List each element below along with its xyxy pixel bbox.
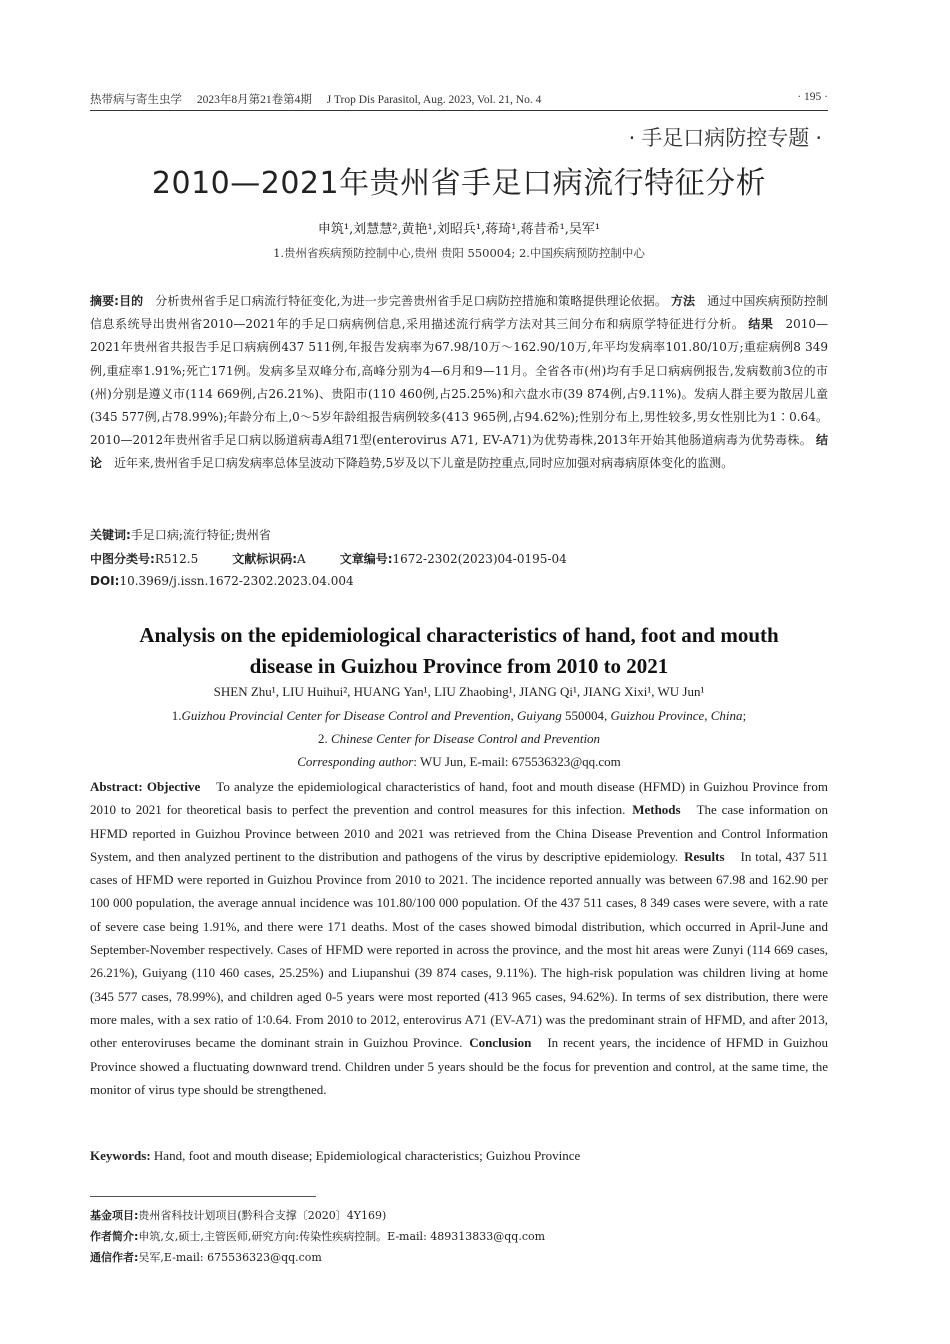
title-en-line1: Analysis on the epidemiological characteristics of hand, foot and mouth <box>139 623 779 647</box>
abstract-methods-label-cn: 方法 <box>670 294 696 308</box>
abstract-conclusion-en: In recent years, the incidence of HFMD in Guizhou Province showed a fluctuating downward trend. Children under 5 years should be the focus for prevention and control, at the same time, the monitor of virus type should be strengthened. <box>90 1035 828 1097</box>
abstract-results-cn: 2010—2021年贵州省共报告手足口病病例437 511例,年报告发病率为67.98/10万～162.90/10万,年平均发病率101.80/10万;重症病例8 349例,重症率1.91%;死亡171例。发病多呈双峰分布,高峰分别为4—6月和9—11月。全省各市(州)均有手足口病病例报告,发病数前3位的市(州)分别是遵义市(114 669例,占26.21%)、贵阳市(110 460例,占25.25%)和六盘水市(39 874例,占9.11%)。发病人群主要为散居儿童(345 577例,占78.99%);年龄分布上,0～5岁年龄组报告病例较多(413 965例,占94.62%);性别分布上,男性较多,男女性别比为1∶0.64。2010—2012年贵州省手足口病以肠道病毒A组71型(enterovirus A71, EV-A71)为优势毒株,2013年开始其他肠道病毒为优势毒株。 <box>90 317 828 448</box>
doi-value: 10.3969/j.issn.1672-2302.2023.04.004 <box>119 574 354 588</box>
column-tag: · 手足口病防控专题 · <box>628 126 822 150</box>
abstract-conclusion-cn: 近年来,贵州省手足口病发病率总体呈波动下降趋势,5岁及以下儿童是防控重点,同时应加强对病毒病原体变化的监测。 <box>114 456 734 471</box>
abstract-objective-cn: 分析贵州省手足口病流行特征变化,为进一步完善贵州省手足口病防控措施和策略提供理论依据。 <box>155 294 667 308</box>
authors-cn: 申筑¹,刘慧慧²,黄艳¹,刘昭兵¹,蒋琦¹,蒋昔希¹,吴军¹ <box>317 222 601 237</box>
abstract-objective-label-cn: 摘要:目的 <box>90 294 144 308</box>
footnote-author-bio: 作者简介:申筑,女,硕士,主管医师,研究方向:传染性疾病控制。E-mail: 489313833@qq.com <box>90 1230 546 1243</box>
authors-en: SHEN Zhu¹, LIU Huihui², HUANG Yan¹, LIU Zhaobing¹, JIANG Qi¹, JIANG Xixi¹, WU Jun¹ <box>213 684 705 699</box>
clc-number: R512.5 <box>154 552 199 566</box>
page-number: · 195 · <box>797 91 828 103</box>
journal-name-cn: 热带病与寄生虫学 <box>90 94 182 106</box>
journal-name-en: J Trop Dis Parasitol, Aug. 2023, Vol. 21, No. 4 <box>326 94 542 106</box>
abstract-methods-cn: 通过中国疾病预防控制信息系统导出贵州省2010—2021年的手足口病病例信息,采用描述流行病学方法对其三间分布和病原学特征进行分析。 <box>90 294 828 332</box>
affiliation-en-1: 1.Guizhou Provincial Center for Disease Control and Prevention, Guiyang 550004, Guizhou Province, China; <box>171 708 747 723</box>
corresponding-author-en: Corresponding author: WU Jun, E-mail: 675536323@qq.com <box>297 754 621 769</box>
header-rule <box>90 110 828 111</box>
affiliation-en-2: 2. Chinese Center for Disease Control and Prevention <box>317 731 601 746</box>
title-en <box>90 620 828 682</box>
abstract-results-label-en: Results <box>684 848 725 864</box>
abstract-conclusion-label-en: Conclusion <box>469 1035 532 1051</box>
column-tag-text: 手足口病防控专题 <box>641 126 810 150</box>
abstract-results-en: In total, 437 511 cases of HFMD were reported in Guizhou Province from 2010 to 2021. The incidence reported annually was between 67.98 and 162.90 per 100 000 population, the average annual incidence was 101.80/100 000 population. Of the 437 511 cases, 8 349 cases were severe, with a rate of severe case being 1.91%, and there were 171 deaths. Most of the cases showed bimodal distribution, which occurred in April-June and September-November respectively. Cases of HFMD were reported in across the province, and the most hit areas were Zunyi (114 669 cases, 26.21%), Guiyang (110 460 cases, 25.25%) and Liupanshui (39 874 cases, 9.11%). The high-risk population was children living at home (345 577 cases, 78.99%), and children aged 0-5 years were most reported (413 965 cases, 94.62%). In terms of sex distribution, there were more males, with a sex ratio of 1∶0.64. From 2010 to 2012, enterovirus A71 (EV-A71) was the predominant strain of HFMD, and after 2013, other enteroviruses became the dominant strain in Guizhou Province. <box>90 848 829 1051</box>
classification-line: 中图分类号:R512.5 文献标识码:A 文章编号:1672-2302(2023)04-0195-04 <box>90 552 567 566</box>
title-cn: 2010—2021年贵州省手足口病流行特征分析 <box>151 166 767 201</box>
footnote-rule <box>90 1196 316 1197</box>
running-header <box>90 88 828 110</box>
abstract-en <box>90 775 828 1101</box>
footnote-corresponding: 通信作者:吴军,E-mail: 675536323@qq.com <box>90 1251 322 1264</box>
footnotes <box>90 1205 828 1268</box>
keywords-cn: 关键词:手足口病;流行特征;贵州省 <box>90 528 271 542</box>
abstract-objective-label-en: Abstract: Objective <box>90 779 201 794</box>
issue-info-cn: 2023年8月第21卷第4期 <box>196 94 312 106</box>
abstract-conclusion-label-cn: 结论 <box>90 433 828 471</box>
abstract-cn <box>90 290 828 476</box>
abstract-methods-label-en: Methods <box>632 802 681 818</box>
title-en-line2: disease in Guizhou Province from 2010 to 2021 <box>249 654 669 678</box>
doi-line: DOI:10.3969/j.issn.1672-2302.2023.04.004 <box>90 574 354 588</box>
abstract-objective-en: To analyze the epidemiological characteristics of hand, foot and mouth disease (HFMD) in Guizhou Province from 2010 to 2021 for theoretical basis to perfect the prevention and control measures for this infection. <box>90 779 828 818</box>
abstract-methods-en: The case information on HFMD reported in Guizhou Province between 2010 and 2021 was retrieved from the China Disease Prevention and Control Information System, and then analyzed pertinent to the distribution and pathogens of the virus by descriptive epidemiology. <box>90 802 828 864</box>
abstract-results-label-cn: 结果 <box>748 317 774 332</box>
article-number: 1672-2302(2023)04-0195-04 <box>392 552 567 566</box>
footnote-fund: 基金项目:贵州省科技计划项目(黔科合支撑〔2020〕4Y169) <box>90 1209 387 1222</box>
affiliation-cn: 1.贵州省疾病预防控制中心,贵州 贵阳 550004; 2.中国疾病预防控制中心 <box>273 246 645 260</box>
doc-code: A <box>297 552 306 566</box>
keywords-en: Keywords: Hand, foot and mouth disease; Epidemiological characteristics; Guizhou Province <box>90 1148 581 1163</box>
